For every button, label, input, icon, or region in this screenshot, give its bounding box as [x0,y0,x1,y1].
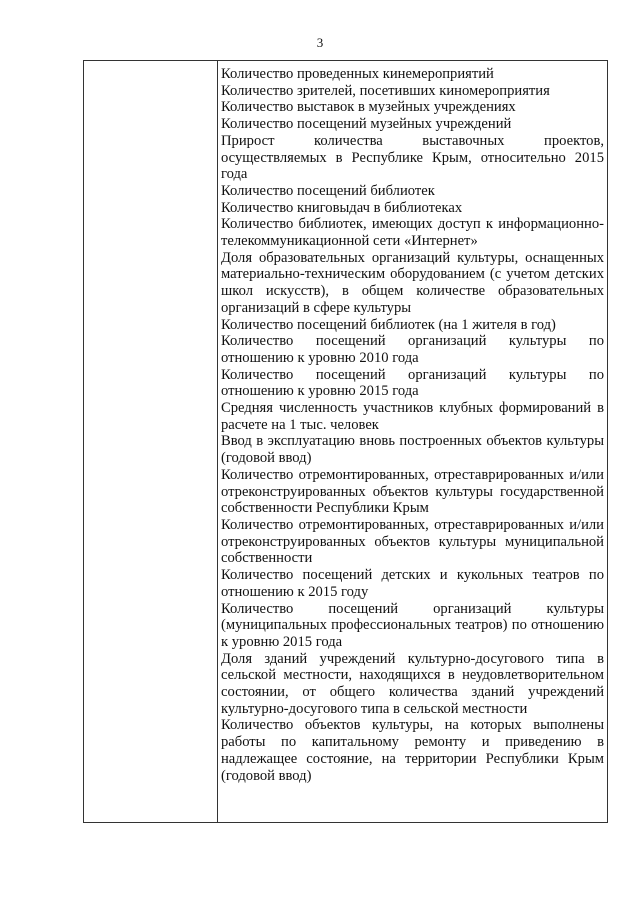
indicator-item: Количество выставок в музейных учреждениях [221,99,516,116]
column-divider [217,61,218,822]
indicator-item: Количество посещений библиотек [221,182,435,199]
indicator-item: Количество посещений библиотек (на 1 жителя в год) [221,316,556,333]
indicator-item: Количество отремонтированных, отреставрированных и/или отреконструированных объектов культуры муниципальной собственности [221,516,604,567]
indicator-item: Количество посещений организаций культуры по отношению к уровню 2010 года [221,333,604,366]
page-number: 3 [316,35,324,50]
indicator-item: Количество посещений организаций культуры (муниципальных профессиональных театров) по отношению к уровню 2015 года [221,600,604,650]
indicator-item: Количество посещений детских и кукольных театров по отношению к 2015 году [221,567,604,600]
indicator-item: Прирост количества выставочных проектов, осуществляемых в Республике Крым, относительно 2015 года [221,132,604,183]
indicator-item: Ввод в эксплуатацию вновь построенных объектов культуры (годовой ввод) [221,433,604,467]
indicator-item: Количество посещений организаций культуры по отношению к уровню 2015 года [221,366,604,400]
indicator-item: Средняя численность участников клубных формирований в расчете на 1 тыс. человек [221,400,604,433]
indicator-item: Количество отремонтированных, отреставрированных и/или отреконструированных объектов культуры государственной собственности Республики Крым [221,466,604,517]
indicator-item: Количество проведенных кинемероприятий [221,66,494,82]
indicators-table [83,60,608,823]
indicator-item: Количество посещений музейных учреждений [221,116,512,133]
indicator-item: Количество книговыдач в библиотеках [221,199,463,216]
indicator-item: Количество зрителей, посетивших киномероприятия [221,82,550,99]
indicator-item: Количество объектов культуры, на которых выполнены работы по капитальному ремонту и приведению в надлежащее состояние, на территории Республики Крым (годовой ввод) [221,717,604,784]
indicator-item: Доля образовательных организаций культуры, оснащенных материально-техническим оборудованием (с учетом детских школ искусств), в общем количестве образовательных организаций в сфере культуры [221,249,604,316]
indicator-item: Доля зданий учреждений культурно-досугового типа в сельской местности, находящихся в неудовлетворительном состоянии, от общего количества зданий учреждений культурно-досугового типа в сельской местности [221,650,604,717]
indicator-list [221,66,604,784]
indicator-item: Количество библиотек, имеющих доступ к информационно-телекоммуникационной сети «Интернет» [221,216,604,250]
